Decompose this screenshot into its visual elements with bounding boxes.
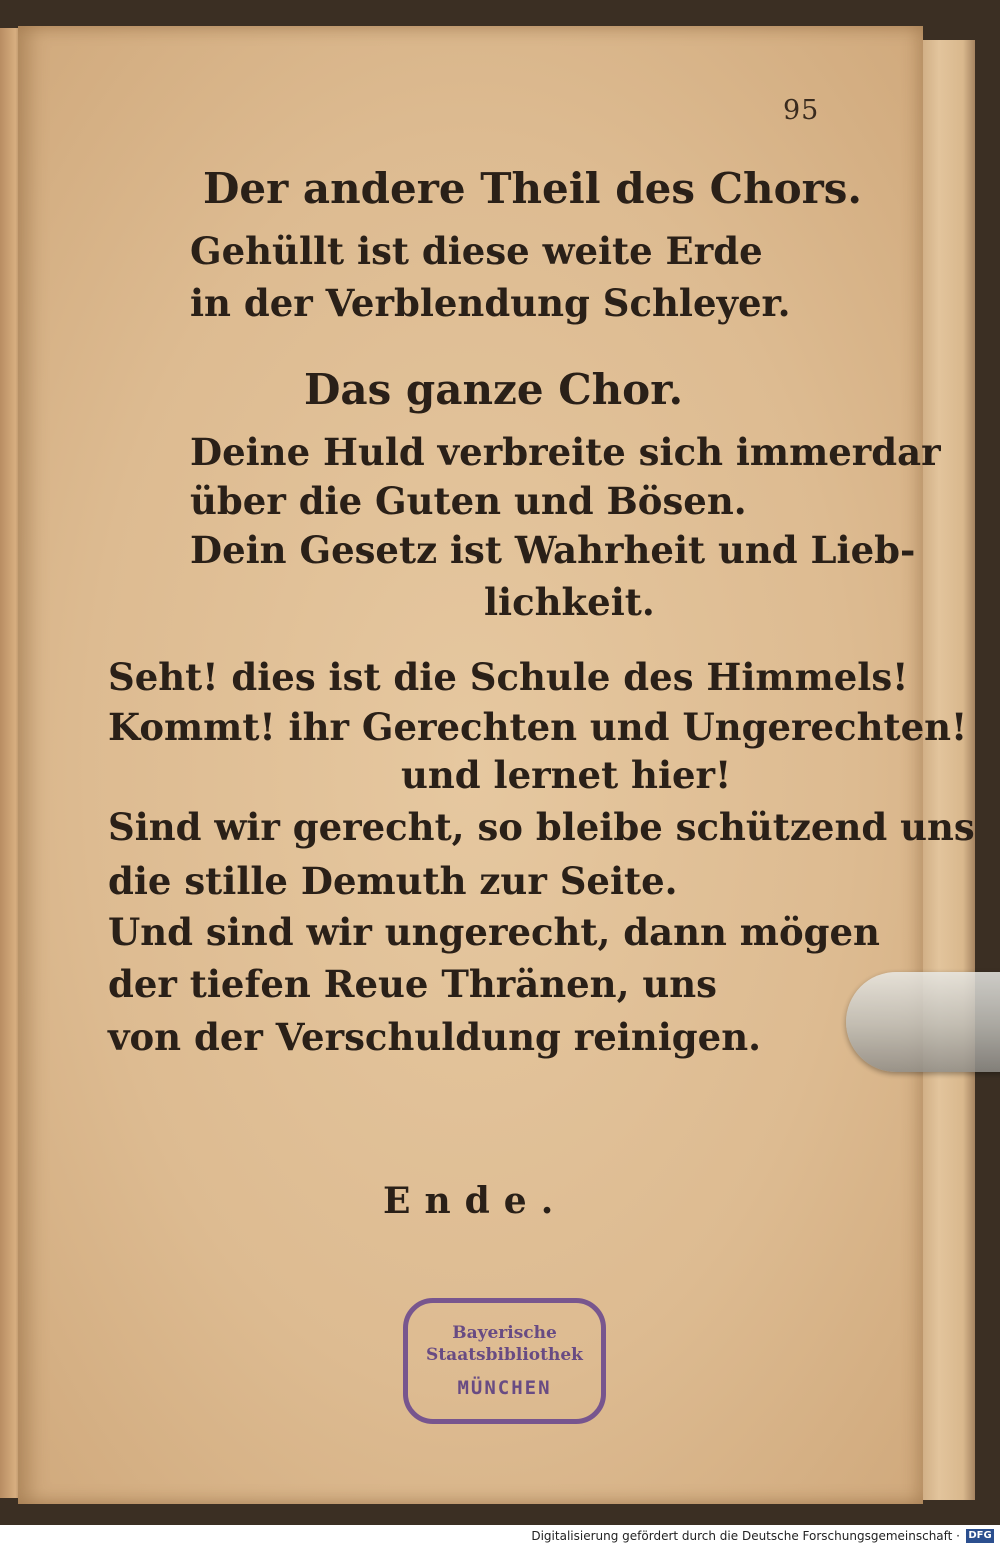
page-clip: [846, 972, 1000, 1072]
library-stamp: [403, 1298, 606, 1424]
verse-line: Sind wir gerecht, so bleibe schützend uns: [108, 805, 975, 849]
stamp-line: Staatsbibliothek: [426, 1345, 583, 1365]
page-number: 95: [783, 95, 820, 126]
verse-line: Deine Huld verbreite sich immerdar: [190, 430, 941, 474]
stamp-line: MÜNCHEN: [457, 1377, 552, 1399]
page-stack-edge: [915, 40, 975, 1500]
end-mark: Ende.: [383, 1180, 568, 1222]
verse-line: Und sind wir ungerecht, dann mögen: [108, 910, 880, 954]
dfg-logo: DFG: [966, 1529, 994, 1543]
verse-line: die stille Demuth zur Seite.: [108, 859, 678, 903]
heading-chorus-part: Der andere Theil des Chors.: [203, 164, 862, 213]
verse-line: in der Verblendung Schleyer.: [190, 281, 791, 325]
footer-bar: [0, 1525, 1000, 1548]
verse-line: Gehüllt ist diese weite Erde: [190, 229, 763, 273]
footer-credit: Digitalisierung gefördert durch die Deutsche Forschungsgemeinschaft ·: [531, 1529, 960, 1543]
verse-line: Dein Gesetz ist Wahrheit und Lieb-: [190, 528, 916, 572]
verse-line: der tiefen Reue Thränen, uns: [108, 962, 717, 1006]
verse-line: und lernet hier!: [401, 753, 732, 797]
verse-line: über die Guten und Bösen.: [190, 479, 747, 523]
verse-line: Kommt! ihr Gerechten und Ungerechten!: [108, 705, 968, 749]
verse-line: Seht! dies ist die Schule des Himmels!: [108, 655, 909, 699]
heading-whole-chorus: Das ganze Chor.: [304, 365, 684, 414]
stamp-line: Bayerische: [452, 1323, 557, 1343]
verse-line: lichkeit.: [484, 580, 655, 624]
verse-line: von der Verschuldung reinigen.: [108, 1015, 761, 1059]
